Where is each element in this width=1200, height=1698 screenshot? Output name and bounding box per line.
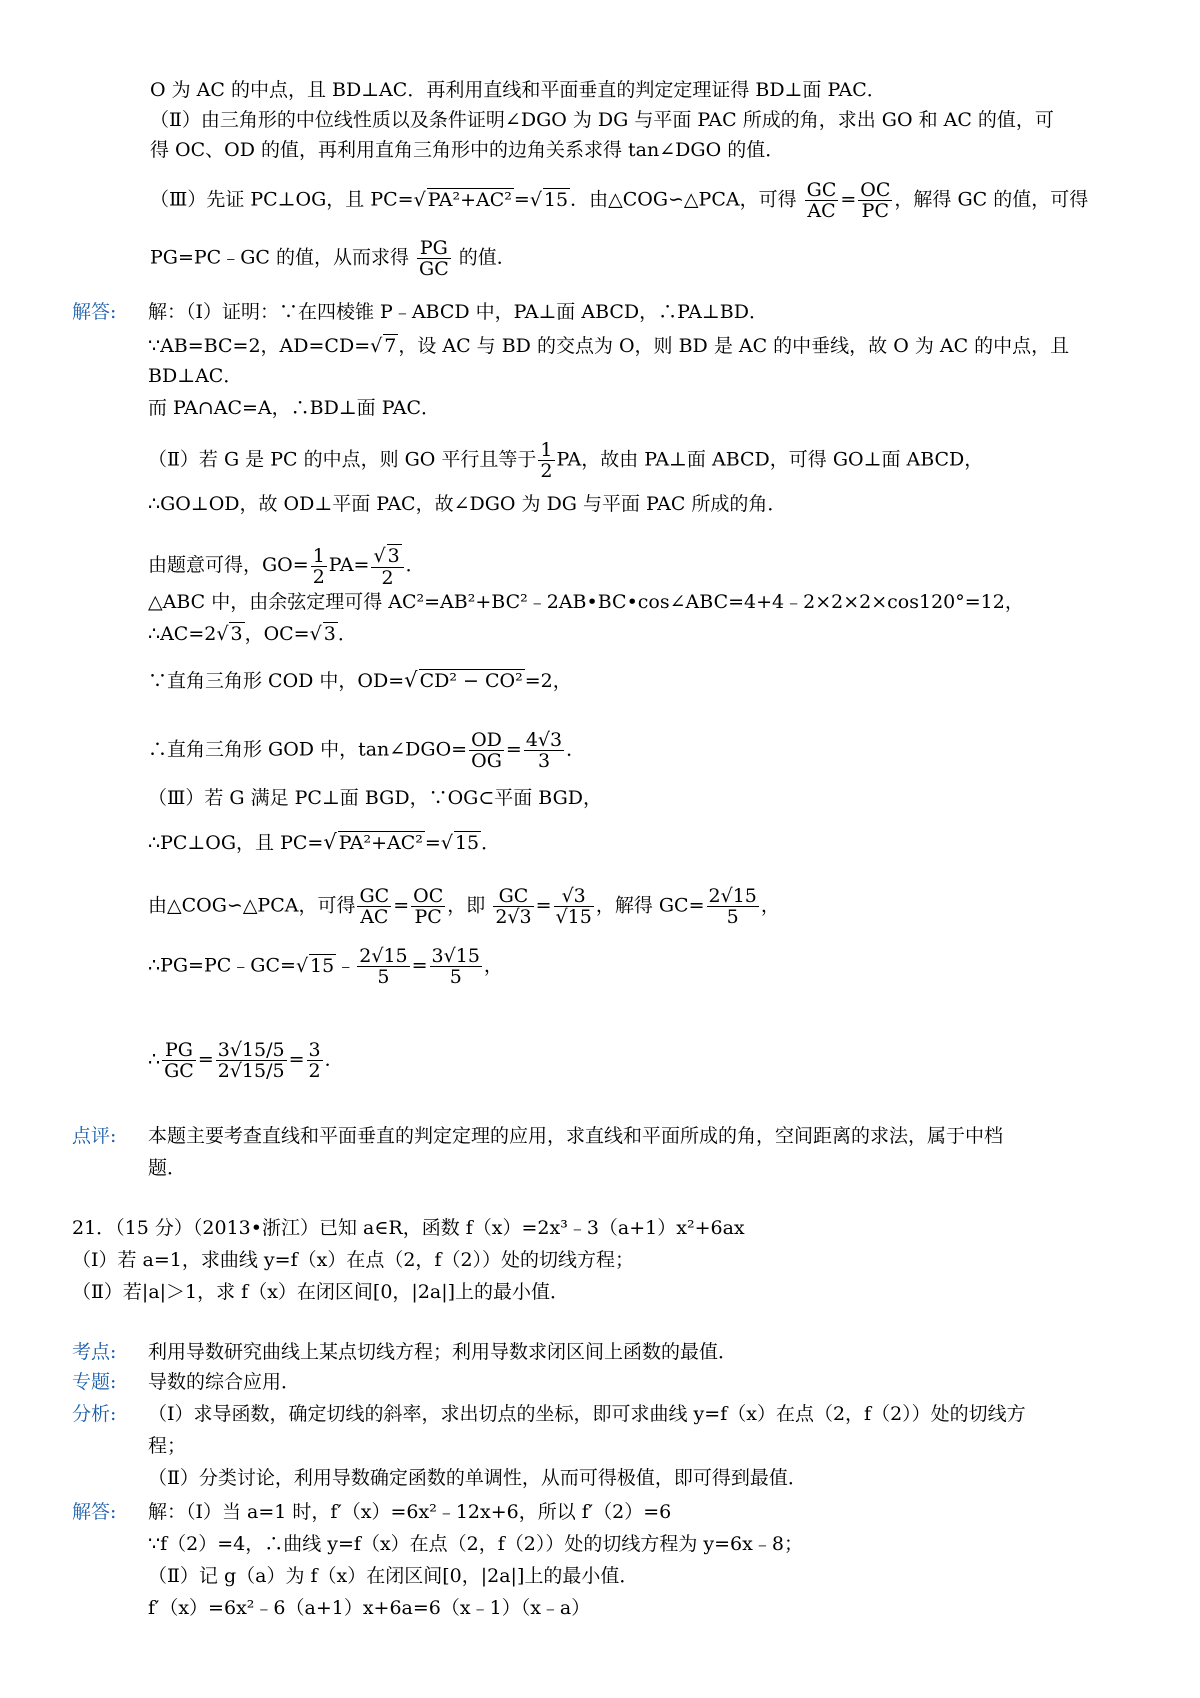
sol21-line-3: （Ⅱ）记 g（a）为 f（x）在闭区间[0，|2a|]上的最小值． [148,1565,639,1587]
question-21-title: 21．（15 分）（2013•浙江）已知 a∈R，函数 f（x）=2x³﹣3（a+1）x²+6ax [72,1217,745,1239]
kaodian-text: 利用导数研究曲线上某点切线方程；利用导数求闭区间上函数的最值． [148,1341,738,1363]
zhuanti-label: 专题: [72,1371,117,1393]
sol20-line-13: ∴PC⊥OG，且 PC=√ PA²+AC² =√ 15 ． [148,830,500,855]
sol21-line-2: ∵f（2）=4，∴曲线 y=f（x）在点（2，f（2））处的切线方程为 y=6x﹣8； [148,1533,803,1555]
sol20-line-8: △ABC 中，由余弦定理可得 AC²=AB²+BC²﹣2AB•BC•cos∠ABC=4+4﹣2×2×2×cos120°=12， [148,591,1024,613]
fenxi-line-3: （Ⅱ）分类讨论，利用导数确定函数的单调性，从而可得极值，即可得到最值． [148,1467,807,1489]
sol20-line-16: ∴ $\frac{PG}{GC}$ = $\frac{3√15/5}{2√15/5}$ = $\frac{3}{2}$ ． [148,1039,344,1082]
kaodian-label: 考点: [72,1341,117,1363]
sol21-line-1: 解：（Ⅰ）当 a=1 时，f′（x）=6x²﹣12x+6，所以 f′（2）=6 [148,1501,672,1523]
sqrt-sign [414,189,426,211]
sol20-line-11: ∴直角三角形 GOD 中，tan∠DGO= $\frac{OD}{OG}$ = $\frac{4√3}{3}$ ． [148,729,586,772]
question-21-part1: （Ⅰ）若 a=1，求曲线 y=f（x）在点（2，f（2））处的切线方程； [72,1249,635,1271]
analysis-line-3: 得 OC、OD 的值，再利用直角三角形中的边角关系求得 tan∠DGO 的值． [150,139,785,161]
analysis-line-2: （Ⅱ）由三角形的中位线性质以及条件证明∠DGO 为 DG 与平面 PAC 所成的角，求出 GO 和 AC 的值，可 [150,109,1054,131]
analysis-line-5: PG=PC﹣GC 的值，从而求得 $\frac{PG}{GC}$ 的值． [150,237,516,280]
sol20-line-1: 解：（Ⅰ）证明：∵在四棱锥 P﹣ABCD 中，PA⊥面 ABCD，∴PA⊥BD． [148,301,768,323]
sol20-line-5: （Ⅱ）若 G 是 PC 的中点，则 GO 平行且等于 $\frac{1}{2}$ PA，故由 PA⊥面 ABCD，可得 GO⊥面 ABCD， [148,439,984,482]
fenxi-label: 分析: [72,1403,117,1425]
sol20-line-3: BD⊥AC． [148,365,243,387]
review-line-1: 本题主要考查直线和平面垂直的判定定理的应用，求直线和平面所成的角，空间距离的求法，属于中档 [148,1125,1004,1147]
sol21-line-4: f′（x）=6x²﹣6（a+1）x+6a=6（x﹣1）（x﹣a） [148,1597,591,1619]
sol20-line-15: ∴PG=PC﹣GC=√ 15 ﹣ $\frac{2√15}{5}$ = $\frac{3√15}{5}$ ， [148,946,503,987]
sol20-line-12: （Ⅲ）若 G 满足 PC⊥面 BGD，∵OG⊂平面 BGD， [148,787,603,809]
solution-label: 解答: [72,301,117,323]
fraction: $\frac{GC}{AC}$ [806,179,837,222]
sol20-line-7: 由题意可得，GO= $\frac{1}{2}$ PA= √ $\frac{3}{2}$ ． [148,544,425,588]
question-21-part2: （Ⅱ）若|a|＞1，求 f（x）在闭区间[0，|2a|]上的最小值． [72,1281,570,1303]
solution-21-label: 解答: [72,1501,117,1523]
analysis-line-4: （Ⅲ）先证 PC⊥OG，且 PC=√ PA²+AC² =√ 15 ．由△COG∽△PCA，可得 $\frac{GC}{AC}$ = $\frac{OC}{PC}$ ，解得 GC 的值，可得 [150,180,1088,221]
fenxi-line-2: 程； [148,1435,187,1457]
analysis-line-1: O 为 AC 的中点，且 BD⊥AC．再利用直线和平面垂直的判定定理证得 BD⊥面 PAC． [150,79,886,101]
sol20-line-2: ∵AB=BC=2，AD=CD=√ 7 ，设 AC 与 BD 的交点为 O，则 BD 是 AC 的中垂线，故 O 为 AC 的中点，且 [148,334,1069,358]
sol20-line-10: ∵直角三角形 COD 中，OD=√ CD² − CO² =2， [148,668,572,693]
review-label: 点评: [72,1125,117,1147]
sol20-line-4: 而 PA∩AC=A，∴BD⊥面 PAC． [148,397,441,419]
fenxi-line-1: （Ⅰ）求导函数，确定切线的斜率，求出切点的坐标，即可求曲线 y=f（x）在点（2，f（2））处的切线方 [148,1403,1026,1425]
sol20-line-6: ∴GO⊥OD，故 OD⊥平面 PAC，故∠DGO 为 DG 与平面 PAC 所成的角． [148,493,787,515]
sol20-line-14: 由△COG∽△PCA，可得 $\frac{GC}{AC}$ = $\frac{OC}{PC}$ ，即 $\frac{GC}{2√3}$ = $\frac{√3}{√15}$ ，解得 GC= $\frac{2√15}{5}$ ， [148,885,780,928]
zhuanti-text: 导数的综合应用． [148,1371,301,1393]
review-line-2: 题． [148,1157,187,1179]
sol20-line-9: ∴AC=2√ 3 ，OC=√ 3 ． [148,622,357,646]
